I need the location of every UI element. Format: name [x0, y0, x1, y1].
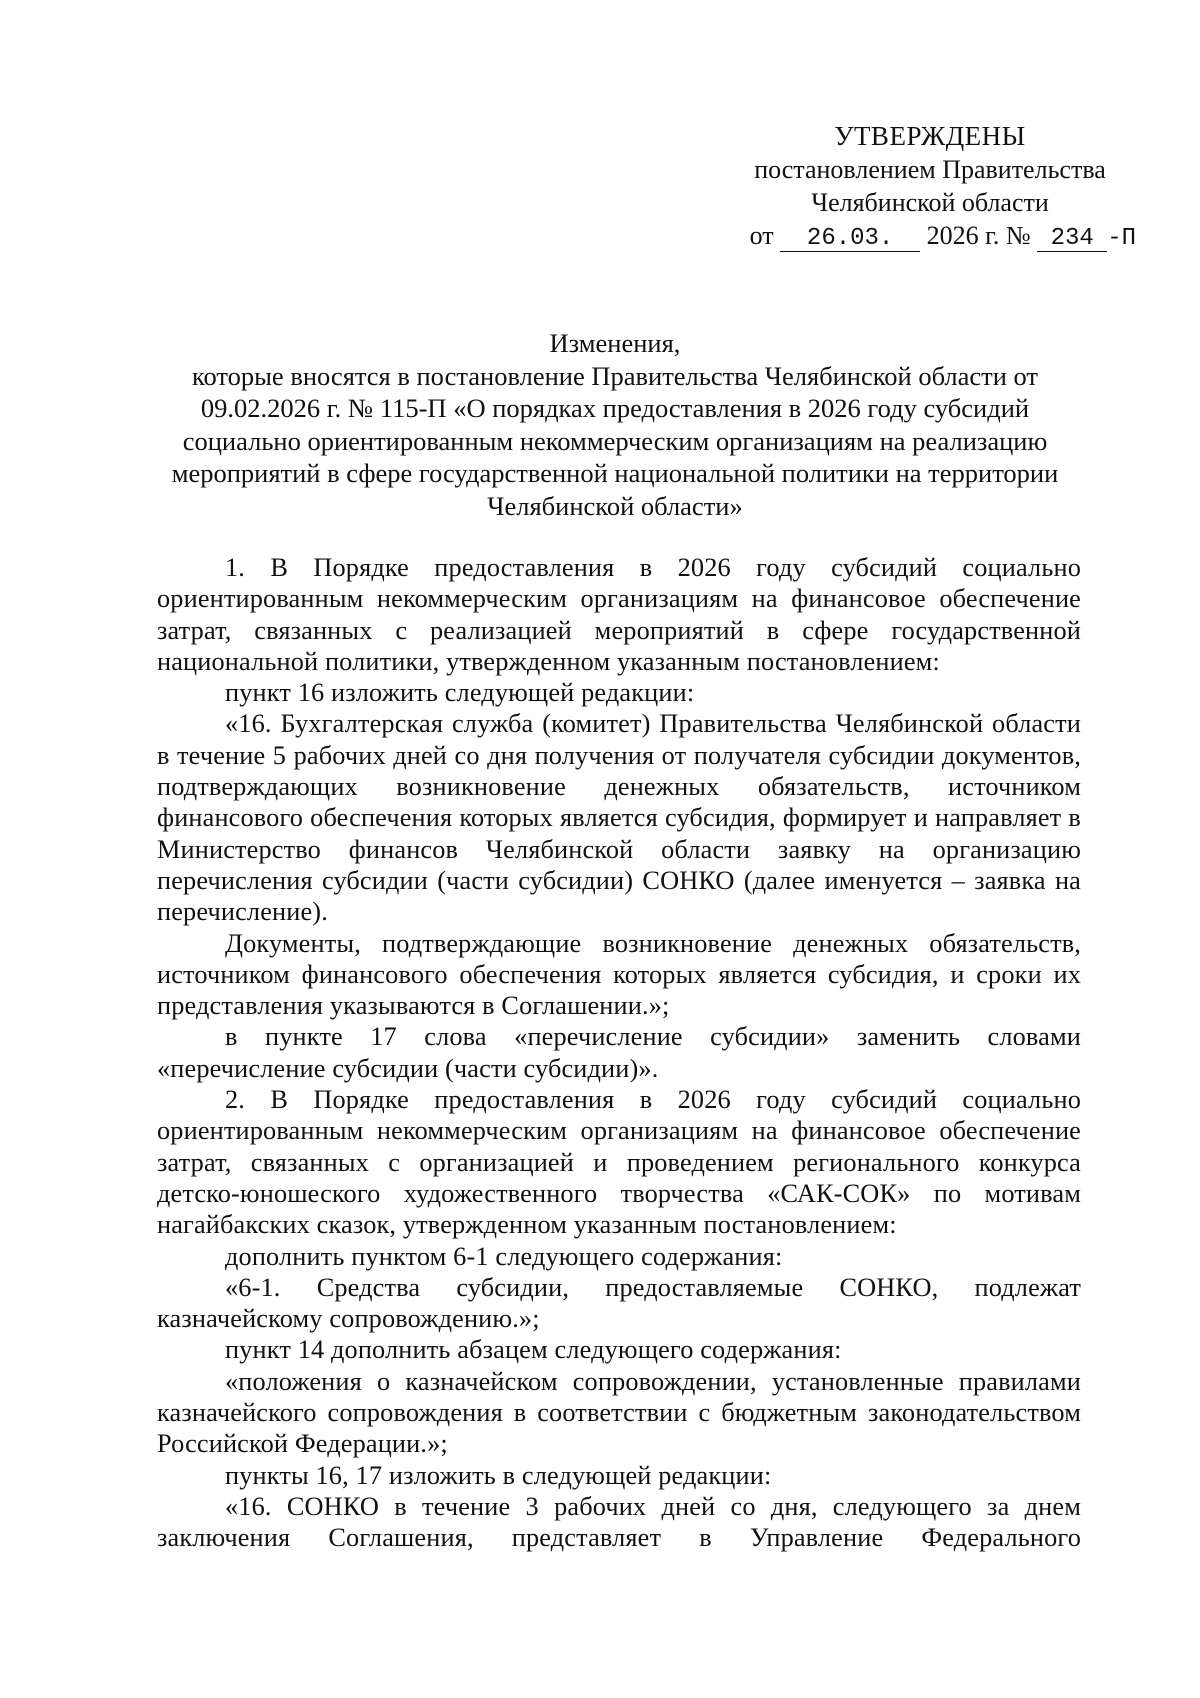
- paragraph: пункты 16, 17 изложить в следующей редакции:: [225, 1460, 772, 1490]
- approval-heading: УТВЕРЖДЕНЫ: [834, 121, 1026, 151]
- paragraph: в пункте 17 слова «перечисление субсидии» заменить словами «перечисление субсидии (части субсидии)».: [157, 1022, 1081, 1083]
- title-heading: Изменения,: [549, 328, 681, 358]
- document-title: [150, 327, 1080, 522]
- date-value: 26.03.: [780, 227, 920, 252]
- paragraph: Документы, подтверждающие возникновение денежных обязательств, источником финансового обеспечения которых является субсидия, и сроки их представления указываются в Соглашении.»;: [157, 928, 1081, 1021]
- year-number-label: 2026 г. №: [926, 221, 1031, 250]
- paragraph: «16. Бухгалтерская служба (комитет) Правительства Челябинской области в течение 5 рабочих дней со дня получения от получателя субсидии документов, подтверждающих возникновение денежных обязательств, источником финансового обеспечения которых является субсидия, формирует и направляет в Министерство финансов Челябинской области заявку на организацию перечисления субсидии (части субсидии) СОНКО (далее именуется – заявка на перечисление).: [157, 709, 1081, 927]
- title-subtitle: которые вносятся в постановление Правительства Челябинской области от 09.02.2026 г. № 115-П «О порядках предоставления в 2026 году субсидий социально ориентированным некоммерческим организациям на реализацию мероприятий в сфере государственной национальной политики на территории Челябинской области»: [171, 360, 1059, 521]
- paragraph: 2. В Порядке предоставления в 2026 году субсидий социально ориентированным некоммерческим организациям на финансовое обеспечение затрат, связанных с организацией и проведением регионального конкурса детско-юношеского художественного творчества «САК-СОК» по мотивам нагайбакских сказок, утвержденном указанным постановлением:: [157, 1085, 1081, 1240]
- paragraph: 1. В Порядке предоставления в 2026 году субсидий социально ориентированным некоммерческим организациям на финансовое обеспечение затрат, связанных с реализацией мероприятий в сфере государственной национальной политики, утвержденном указанным постановлением:: [157, 553, 1081, 676]
- paragraph: «положения о казначейском сопровождении, установленные правилами казначейского сопровождения в соответствии с бюджетным законодательством Российской Федерации.»;: [157, 1366, 1081, 1459]
- paragraph: дополнить пунктом 6-1 следующего содержания:: [225, 1241, 783, 1271]
- document-body: [157, 552, 1081, 1554]
- paragraph: пункт 16 изложить следующей редакции:: [225, 678, 695, 708]
- approval-line-1: постановлением Правительства: [754, 155, 1106, 184]
- approval-stamp-block: [720, 120, 1140, 255]
- approval-date-line: [720, 219, 1136, 255]
- document-number: 234: [1037, 227, 1107, 252]
- paragraph: «16. СОНКО в течение 3 рабочих дней со дня, следующего за днем заключения Соглашения, представляет в Управление Федерального: [157, 1491, 1081, 1553]
- date-prefix: от: [749, 221, 774, 250]
- paragraph: пункт 14 дополнить абзацем следующего содержания:: [225, 1335, 842, 1365]
- approval-line-2: Челябинской области: [811, 188, 1049, 217]
- document-number-suffix: -П: [1107, 225, 1136, 252]
- paragraph: «6-1. Средства субсидии, предоставляемые СОНКО, подлежат казначейскому сопровождению.»;: [157, 1272, 1081, 1334]
